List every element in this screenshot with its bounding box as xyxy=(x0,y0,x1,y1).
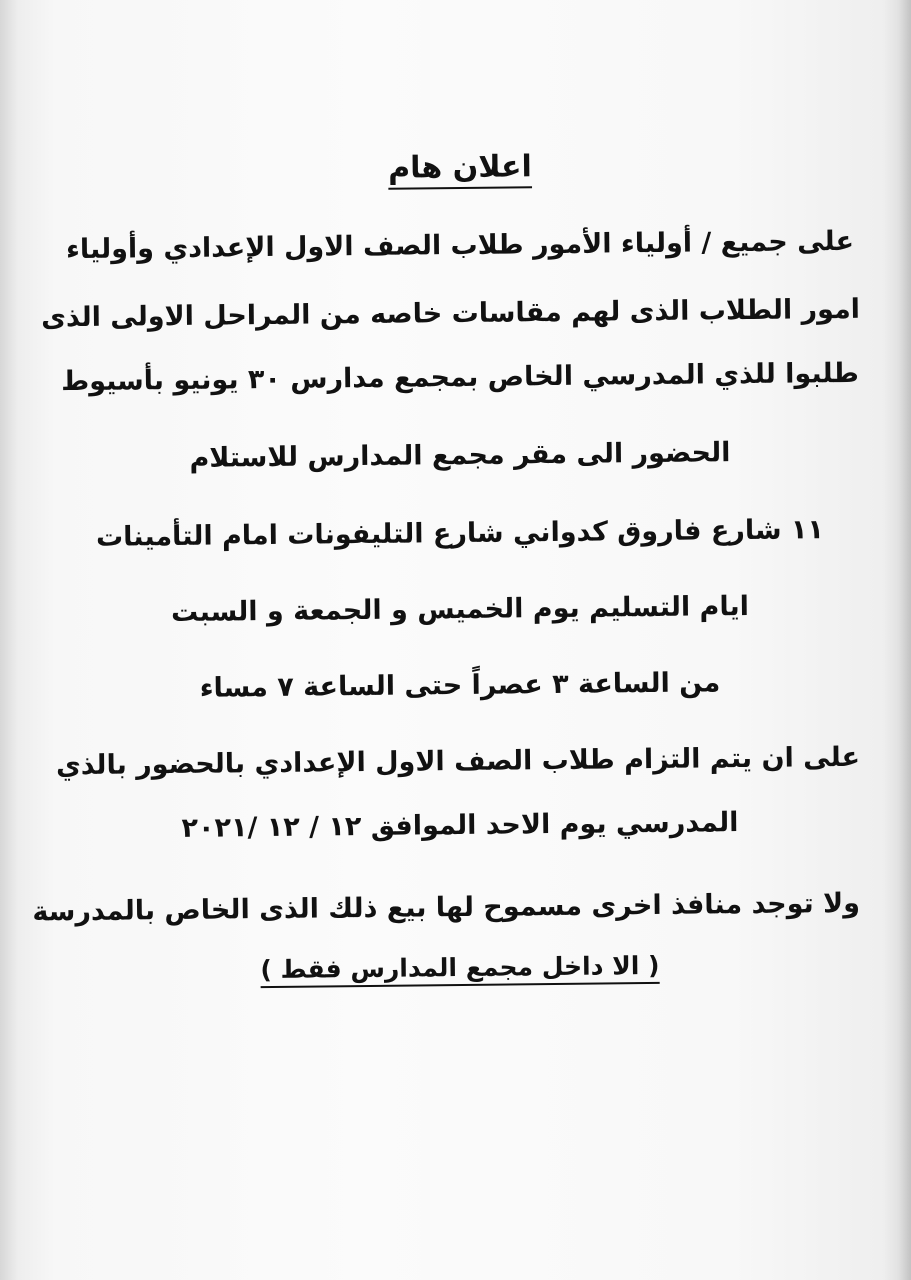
announcement-line-4: الحضور الى مقر مجمع المدارس للاستلام xyxy=(189,437,731,474)
announcement-line-6: ايام التسليم يوم الخميس و الجمعة و السبت xyxy=(170,590,750,629)
announcement-line-1: على جميع / أولياء الأمور طلاب الصف الاول الإعدادي وأولياء xyxy=(65,225,855,266)
announcement-line-10: ولا توجد منافذ اخرى مسموح لها بيع ذلك الذى الخاص بالمدرسة xyxy=(32,887,861,928)
announcement-line-9: المدرسي يوم الاحد الموافق ١٢ / ١٢ /٢٠٢١ xyxy=(181,807,739,844)
announcement-line-2: امور الطلاب الذى لهم مقاسات خاصه من المراحل الاولى الذى xyxy=(40,293,861,334)
announcement-line-11: ( الا داخل مجمع المدارس فقط ) xyxy=(260,950,660,985)
page-shadow-left xyxy=(0,0,18,1280)
announcement-line-8: على ان يتم التزام طلاب الصف الاول الإعدادي بالحضور بالذي xyxy=(55,741,861,782)
announcement-line-7: من الساعة ٣ عصراً حتى الساعة ٧ مساء xyxy=(199,667,721,704)
announcement-line-3: طلبوا للذي المدرسي الخاص بمجمع مدارس ٣٠ يونيو بأسيوط xyxy=(60,357,859,398)
announcement-line-5: ١١ شارع فاروق كدواني شارع التليفونات امام التأمينات xyxy=(95,514,825,553)
page-shadow-right xyxy=(883,0,911,1280)
announcement-title: اعلان هام xyxy=(387,149,533,186)
